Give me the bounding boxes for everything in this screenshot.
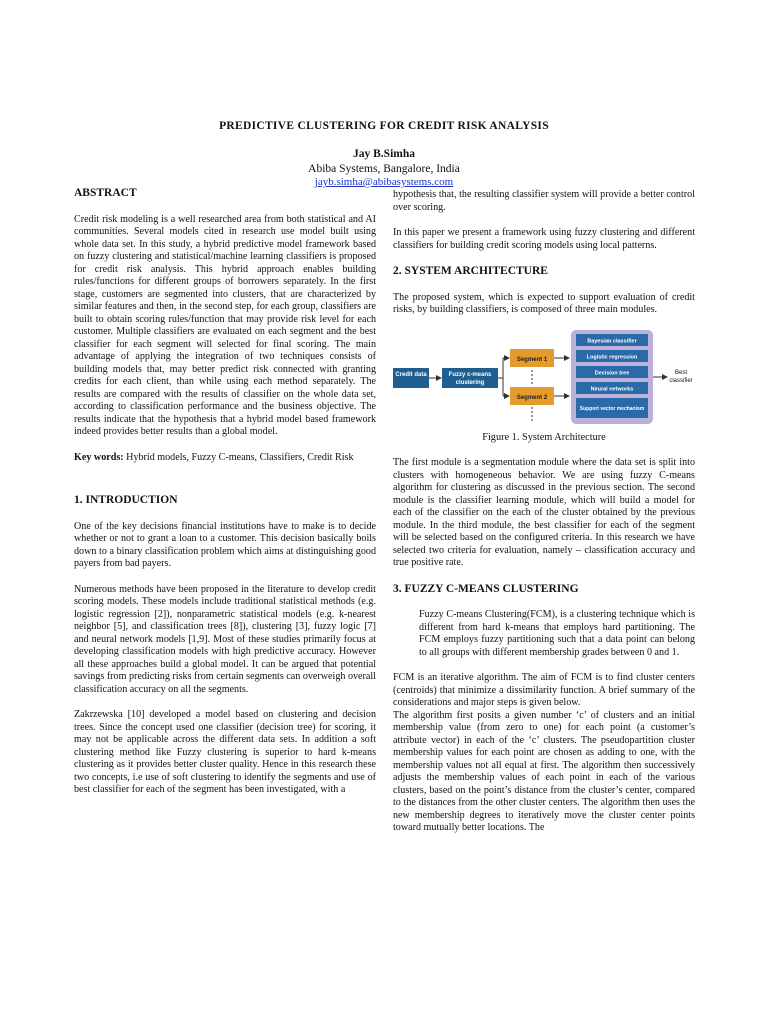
best-classifier-line2: classifier: [669, 377, 693, 384]
figure-caption: Figure 1. System Architecture: [482, 431, 606, 443]
abstract-heading: ABSTRACT: [74, 187, 137, 199]
intro-paragraph-2: Numerous methods have been proposed in the literature to develop credit scoring models. These models include traditional statistical methods (e.g. logistic regression [2]), nonparametric statistical models (e.g. k-nearest neighbor [5], and classification trees [8]), clustering [3], fuzzy logic [7] and neural network models [1,9]. Most of these studies primarily focus at developing classification models with high predictive accuracy. However all these approaches build a global model. It can be argued that potential savings from predicting risks from certain segments can overweigh overall classification accuracy on all the segments.: [74, 583, 376, 695]
keywords: [74, 452, 376, 465]
fcm-paragraph-2: FCM is an iterative algorithm. The aim of FCM is to find cluster centers (centroids) that minimize a dissimilarity function. A brief summary of the considerations and major steps is given below.: [393, 672, 695, 708]
intro-paragraph-3: Zakrzewska [10] developed a model based on clustering and decision trees. Since the concept used one classifier (decision tree) for scoring, it may not be applicable across the different data sets. In addition a soft clustering method like Fuzzy clustering is superior to hard k-means clustering as it provides better cluster quality. Hence in this research these two concepts, i.e use of soft clustering to identify the segments and use of best classifier for each of the segment has been investigated, with a: [74, 709, 376, 795]
classifier-label-3: Decision tree: [594, 370, 630, 376]
sysarch-paragraph-2: The first module is a segmentation module where the data set is split into clusters with homogeneous behavior. We are using fuzzy C-means algorithm for clustering as discussed in the previous section. The second module is the classifier learning module, which will build a model for each of the classifier on the each of the cluster obtained by the previous module. In the third module, the best classifier for each of the segment will be selected based on the configured criteria. In this research we have selected two criteria for evaluation, namely – classification accuracy and true positive rate.: [393, 457, 695, 568]
credit-data-label: Credit data: [395, 371, 427, 378]
system-architecture-heading: 2. SYSTEM ARCHITECTURE: [393, 265, 548, 277]
right-column: [393, 189, 695, 848]
fcm-label-line1: Fuzzy c-means: [448, 371, 492, 378]
system-architecture-diagram: [393, 330, 695, 426]
intro-paragraph-1: One of the key decisions financial institutions have to make is to decide whether or not to grant a loan to a customer. This decision basically boils down to a binary classification problem which aims at distinguishing good payers from bad payers.: [74, 520, 376, 569]
segment-2-label: Segment 2: [516, 394, 548, 401]
fcm-heading: 3. FUZZY C-MEANS CLUSTERING: [393, 582, 579, 595]
left-column: [74, 187, 376, 810]
best-classifier-line1: Best: [674, 369, 688, 376]
segment-1-label: Segment 1: [516, 356, 548, 363]
sysarch-paragraph-1: The proposed system, which is expected to support evaluation of credit risks, by building classifiers, is composed of three main modules.: [393, 291, 695, 315]
fcm-label-line2: clustering: [455, 379, 485, 386]
author-affiliation: Abiba Systems, Bangalore, India: [308, 163, 460, 175]
intro-paragraph-4: hypothesis that, the resulting classifier system will provide a better control over scoring.: [393, 189, 695, 213]
abstract-text: Credit risk modeling is a well researched area from both statistical and AI communities. Several models cited in research use model built using whole data set. In this study, a hybrid predictive model framework based on fuzzy clustering and statistical/machine learning classifiers is proposed for credit risk analysis. This hybrid approach enables building rules/functions for different groups of borrowers separately. In the first stage, customers are segmented into clusters, that are characterized by similar features and then, in the second step, for each group, classifiers are built to obtain scoring rules/function that may provide risk level for each customer. Multiple classifiers are evaluated on each segment and the best classifier for each segment will selected for final scoring. The main advantage of applying the integration of two techniques consists of building models that, may better predict risk connected with granting credits for each client, than while using each method separately. The results are compared with the results of classifier on the whole data set, according to classification performance and the business objective. The results indicate that the hypothesis that a hybrid model based framework indeed provides better results than a global model.: [74, 213, 376, 437]
classifier-label-4: Neural networks: [590, 386, 634, 392]
author-name: Jay B.Simha: [353, 148, 415, 160]
classifier-label-1: Bayesian classifier: [587, 338, 637, 344]
paper-title: PREDICTIVE CLUSTERING FOR CREDIT RISK ANALYSIS: [219, 120, 549, 132]
keywords-label: Key words:: [74, 451, 124, 463]
fcm-paragraph-1: Fuzzy C-means Clustering(FCM), is a clustering technique which is different from hard k-means that employs hard partitioning. The FCM employs fuzzy partitioning such that a data point can belong to all groups with different membership grades between 0 and 1.: [419, 609, 695, 658]
credit-data-box: [393, 368, 429, 388]
classifier-label-5: Support vector mechanism: [579, 405, 645, 412]
author-email-link[interactable]: jayb.simha@abibasystems.com: [314, 176, 454, 188]
classifier-label-2: Logistic regression: [586, 354, 638, 360]
intro-paragraph-5: In this paper we present a framework using fuzzy clustering and different classifiers for building credit scoring models using local patterns.: [393, 227, 695, 251]
introduction-heading: 1. INTRODUCTION: [74, 494, 178, 506]
fcm-paragraph-3: The algorithm first posits a given number ‘c’ of clusters and an initial membership value (from zero to one) for each point (a customer’s attribute vector) in each of the ‘c’ clusters. The pseudopartition cluster membership values for each point are chosen as adding to one, with the membership values not all equal at first. The algorithm then successively adjusts the membership values of each point in each of the various clusters, based on the point’s distance from the cluster’s center, compared to the distances from the other cluster centers. The algorithm then uses the new membership degrees to iteratively move the cluster center points toward mutually better locations. The: [393, 709, 695, 833]
keywords-list: Hybrid models, Fuzzy C-means, Classifiers, Credit Risk: [126, 451, 354, 463]
